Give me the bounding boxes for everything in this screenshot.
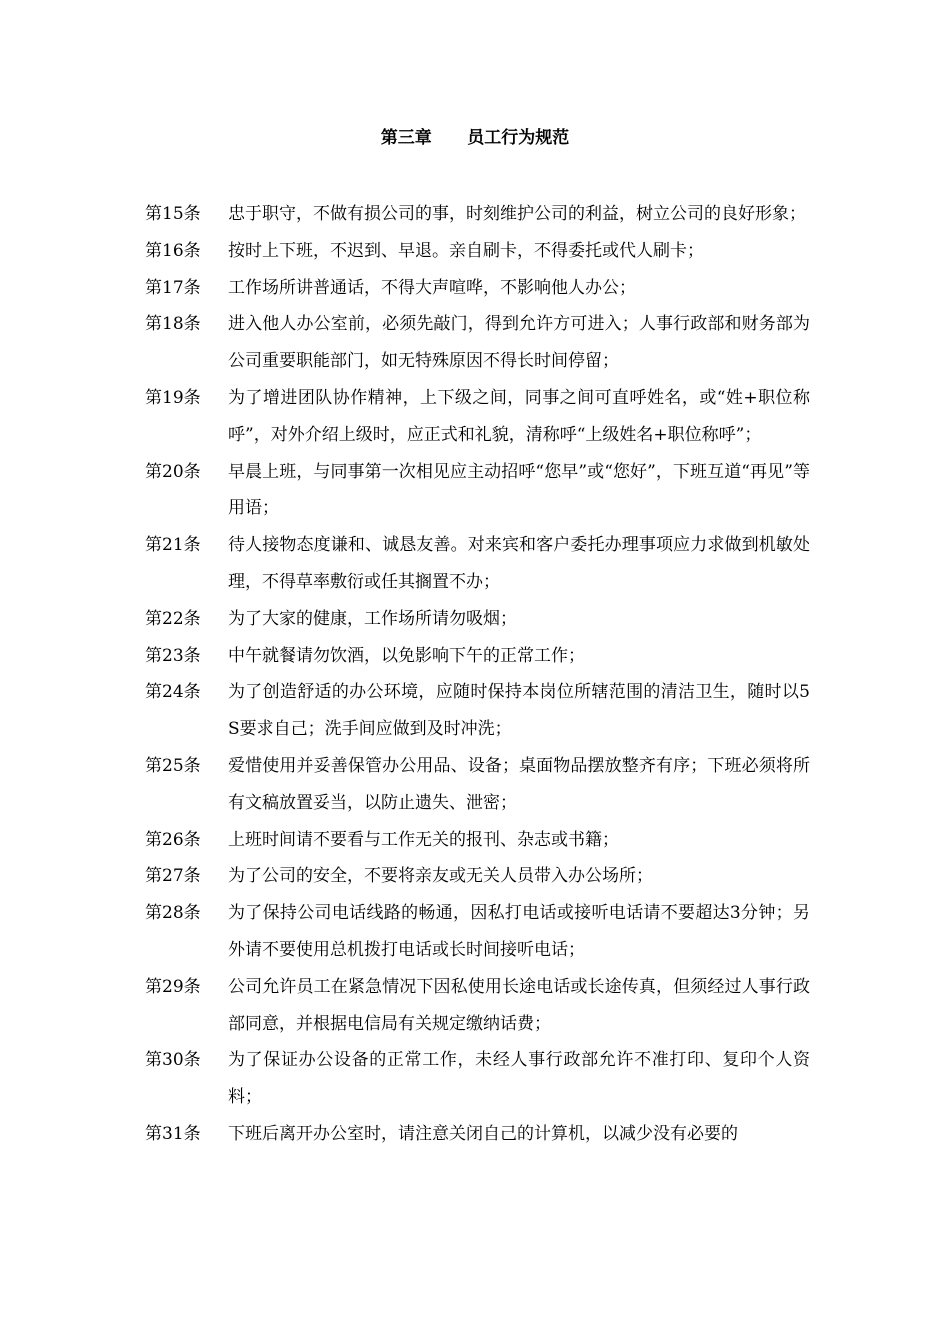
article-16 bbox=[145, 233, 810, 270]
article-text: 为了增进团队协作精神，上下级之间，同事之间可直呼姓名，或“姓+职位称呼”，对外介绍上级时，应正式和礼貌，清称呼“上级姓名+职位称呼”； bbox=[228, 387, 810, 445]
article-text: 为了创造舒适的办公环境，应随时保持本岗位所辖范围的清洁卫生，随时以5S要求自己；洗手间应做到及时冲洗； bbox=[228, 682, 810, 740]
article-29 bbox=[145, 969, 810, 1043]
article-number: 第22条 bbox=[145, 608, 201, 629]
article-30 bbox=[145, 1042, 810, 1116]
article-text: 进入他人办公室前，必须先敲门，得到允许方可进入；人事行政部和财务部为公司重要职能部门，如无特殊原因不得长时间停留； bbox=[228, 314, 810, 372]
article-17 bbox=[145, 270, 810, 307]
article-text: 忠于职守，不做有损公司的事，时刻维护公司的利益，树立公司的良好形象； bbox=[228, 204, 806, 224]
article-31 bbox=[145, 1116, 810, 1153]
article-text: 早晨上班，与同事第一次相见应主动招呼“您早”或“您好”，下班互道“再见”等用语； bbox=[228, 461, 810, 519]
article-20 bbox=[145, 454, 810, 528]
article-21 bbox=[145, 527, 810, 601]
article-18 bbox=[145, 306, 810, 380]
article-number: 第20条 bbox=[145, 461, 201, 482]
article-text: 工作场所讲普通话，不得大声喧哗，不影响他人办公； bbox=[228, 277, 636, 298]
article-number: 第17条 bbox=[145, 277, 201, 298]
article-text: 下班后离开办公室时，请注意关闭自己的计算机，以减少没有必要的 bbox=[228, 1123, 738, 1144]
article-15 bbox=[145, 196, 810, 233]
article-text: 公司允许员工在紧急情况下因私使用长途电话或长途传真，但须经过人事行政部同意，并根据电信局有关规定缴纳话费； bbox=[228, 976, 810, 1034]
article-number: 第28条 bbox=[145, 903, 201, 924]
article-text: 为了大家的健康，工作场所请勿吸烟； bbox=[228, 608, 517, 629]
article-number: 第27条 bbox=[145, 866, 201, 887]
article-23 bbox=[145, 638, 810, 675]
article-text: 为了公司的安全，不要将亲友或无关人员带入办公场所； bbox=[228, 866, 653, 887]
article-number: 第29条 bbox=[145, 976, 201, 997]
article-text: 爱惜使用并妥善保管办公用品、设备；桌面物品摆放整齐有序；下班必须将所有文稿放置妥当，以防止遗失、泄密； bbox=[228, 755, 810, 813]
article-number: 第31条 bbox=[145, 1123, 201, 1144]
article-19 bbox=[145, 380, 810, 454]
article-number: 第15条 bbox=[145, 204, 201, 224]
chapter-title: 第三章 员工行为规范 bbox=[380, 128, 570, 148]
article-28 bbox=[145, 895, 810, 969]
article-number: 第26条 bbox=[145, 829, 201, 850]
article-number: 第24条 bbox=[145, 682, 201, 703]
article-number: 第18条 bbox=[145, 314, 201, 335]
article-text: 中午就餐请勿饮酒，以免影响下午的正常工作； bbox=[228, 645, 585, 666]
article-text: 按时上下班，不迟到、早退。亲自刷卡，不得委托或代人刷卡； bbox=[228, 240, 704, 261]
article-number: 第30条 bbox=[145, 1050, 201, 1071]
article-26 bbox=[145, 822, 810, 859]
article-text: 为了保证办公设备的正常工作，未经人事行政部允许不准打印、复印个人资料； bbox=[228, 1050, 810, 1108]
article-22 bbox=[145, 601, 810, 638]
article-text: 上班时间请不要看与工作无关的报刊、杂志或书籍； bbox=[228, 829, 619, 850]
article-24 bbox=[145, 674, 810, 748]
article-number: 第23条 bbox=[145, 645, 201, 666]
article-text: 为了保持公司电话线路的畅通，因私打电话或接听电话请不要超达3分钟；另外请不要使用总机拨打电话或长时间接听电话； bbox=[228, 903, 810, 960]
article-number: 第19条 bbox=[145, 387, 201, 408]
article-number: 第16条 bbox=[145, 240, 201, 261]
article-number: 第21条 bbox=[145, 535, 201, 556]
article-number: 第25条 bbox=[145, 755, 201, 776]
article-text: 待人接物态度谦和、诚恳友善。对来宾和客户委托办理事项应力求做到机敏处理，不得草率敷衍或任其搁置不办； bbox=[228, 535, 810, 592]
article-list bbox=[145, 196, 810, 1153]
article-27 bbox=[145, 858, 810, 895]
article-25 bbox=[145, 748, 810, 822]
